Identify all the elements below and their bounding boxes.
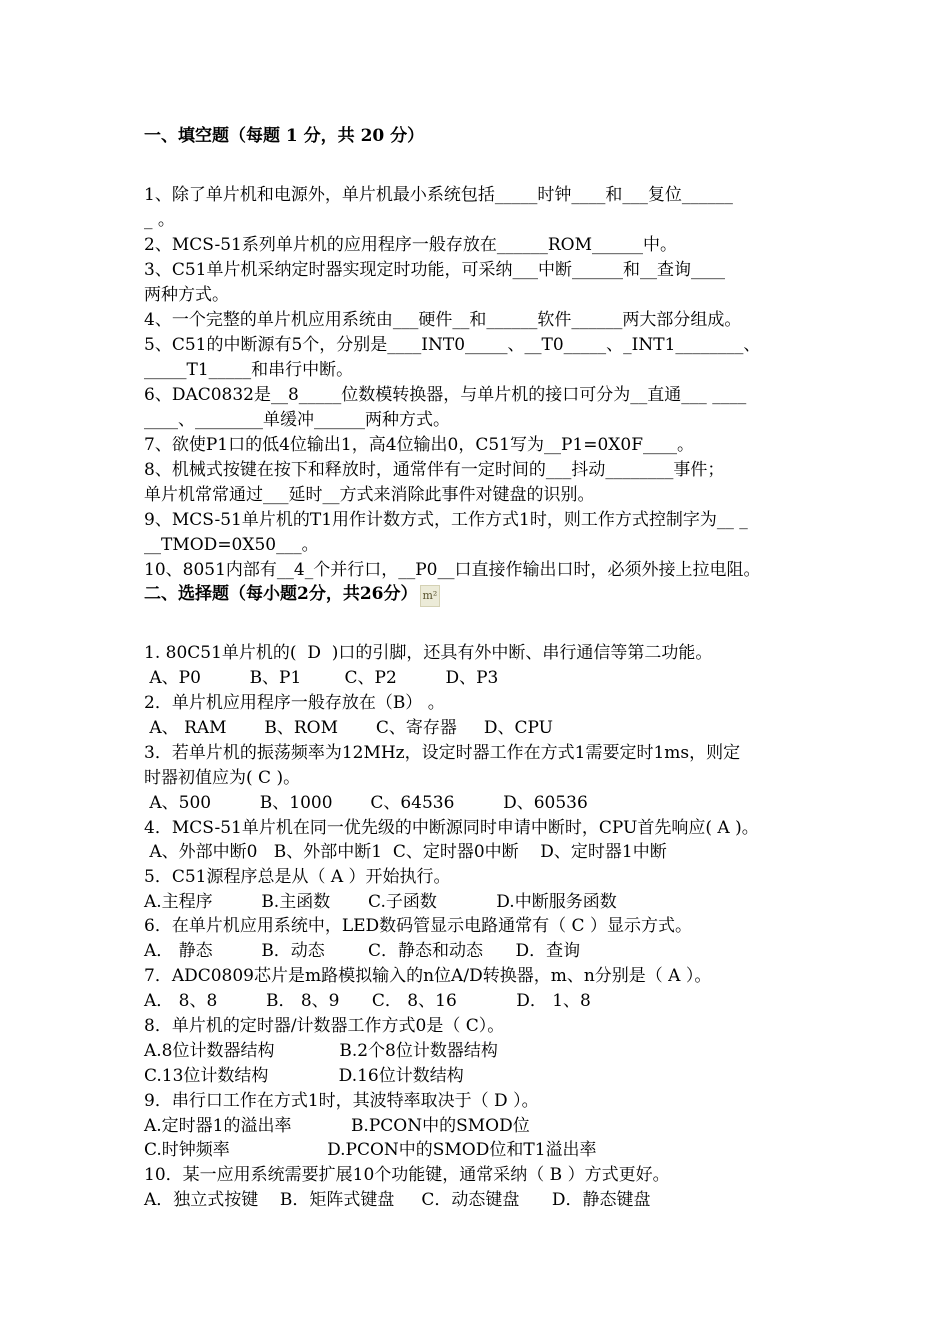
choice-q6: 6．在单片机应用系统中，LED数码管显示电路通常有（ C ）显示方式。 <box>144 916 692 936</box>
section1-heading: 一、填空题（每题 1 分，共 20 分） <box>144 126 425 146</box>
section2-heading: 二、选择题（每小题2分，共26分） <box>144 584 418 604</box>
fill-q8-line2: 单片机常常通过___延时__方式来消除此事件对键盘的识别。 <box>144 485 595 505</box>
choice-q5: 5．C51源程序总是从（ A ）开始执行。 <box>144 867 451 887</box>
fill-q6-line2: ____、________单缓冲______两种方式。 <box>144 410 450 430</box>
fill-q5-line2: _____T1_____和串行中断。 <box>144 360 354 380</box>
choice-q1: 1. 80C51单片机的( D )口的引脚，还具有外中断、串行通信等第二功能。 <box>144 643 713 663</box>
fill-q7: 7、欲使P1口的低4位输出1，高4位输出0，C51写为__P1=0X0F____。 <box>144 435 695 455</box>
choice-q10: 10．某一应用系统需要扩展10个功能键，通常采纳（ B ）方式更好。 <box>144 1165 670 1185</box>
choice-q4: 4．MCS-51单片机在同一优先级的中断源同时申请中断时，CPU首先响应( A )。 <box>144 818 759 838</box>
choice-q3-line2: 时器初值应为( C )。 <box>144 768 301 788</box>
choice-q9-options-cd: C.时钟频率 D.PCON中的SMOD位和T1溢出率 <box>144 1140 597 1160</box>
choice-q2-options: A、 RAM B、ROM C、寄存器 D、CPU <box>144 718 553 738</box>
choice-q8-options-cd: C.13位计数结构 D.16位计数结构 <box>144 1066 464 1086</box>
fill-q9-line1: 9、MCS-51单片机的T1用作计数方式，工作方式1时，则工作方式控制字为__ _ <box>144 510 748 530</box>
choice-q3-line1: 3．若单片机的振荡频率为12MHz，设定时器工作在方式1需要定时1ms，则定 <box>144 743 741 763</box>
fill-q5-line1: 5、C51的中断源有5个，分别是____INT0_____、__T0_____、_INT1________、 <box>144 335 761 355</box>
fill-q3-line1: 3、C51单片机采纳定时器实现定时功能，可采纳___中断______和__查询____ <box>144 260 725 280</box>
choice-q4-options: A、外部中断0 B、外部中断1 C、定时器0中断 D、定时器1中断 <box>144 842 667 862</box>
fill-q4: 4、一个完整的单片机应用系统由___硬件__和______软件______两大部分组成。 <box>144 310 742 330</box>
choice-q10-options: A．独立式按键 B．矩阵式键盘 C．动态键盘 D．静态键盘 <box>144 1190 651 1210</box>
fill-q9-line2: __TMOD=0X50___。 <box>144 535 319 555</box>
choice-q8-options-ab: A.8位计数器结构 B.2个8位计数器结构 <box>144 1041 498 1061</box>
fill-q8-line1: 8、机械式按键在按下和释放时，通常伴有一定时间的___抖动________事件； <box>144 460 725 480</box>
embedded-object-marker: m² <box>420 585 441 607</box>
choice-q1-options: A、P0 B、P1 C、P2 D、P3 <box>144 668 499 688</box>
fill-q10: 10、8051内部有__4_个并行口，__P0__口直接作输出口时，必须外接上拉电阻。 <box>144 560 761 580</box>
fill-q1-line2: _ 。 <box>144 210 175 230</box>
choice-q9: 9．串行口工作在方式1时，其波特率取决于（ D ）。 <box>144 1091 539 1111</box>
fill-q1-line1: 1、除了单片机和电源外，单片机最小系统包括_____时钟____和___复位______ <box>144 185 733 205</box>
fill-q3-line2: 两种方式。 <box>144 285 229 305</box>
choice-q5-options: A.主程序 B.主函数 C.子函数 D.中断服务函数 <box>144 892 617 912</box>
choice-q8: 8．单片机的定时器/计数器工作方式0是（ C）。 <box>144 1016 505 1036</box>
fill-q2: 2、MCS-51系列单片机的应用程序一般存放在______ROM______中。 <box>144 235 678 255</box>
fill-q6-line1: 6、DAC0832是__8_____位数模转换器，与单片机的接口可分为__直通___ ____ <box>144 385 747 405</box>
choice-q9-options-ab: A.定时器1的溢出率 B.PCON中的SMOD位 <box>144 1116 530 1136</box>
section2-heading-row <box>144 582 834 606</box>
choice-q7: 7．ADC0809芯片是m路模拟输入的n位A/D转换器，m、n分别是（ A ）。 <box>144 966 712 986</box>
choice-q7-options: A． 8、8 B． 8、9 C． 8、16 D． 1、8 <box>144 991 591 1011</box>
choice-q6-options: A． 静态 B．动态 C．静态和动态 D．查询 <box>144 941 581 961</box>
choice-q3-options: A、500 B、1000 C、64536 D、60536 <box>144 793 588 813</box>
choice-q2: 2．单片机应用程序一般存放在（B） 。 <box>144 693 445 713</box>
